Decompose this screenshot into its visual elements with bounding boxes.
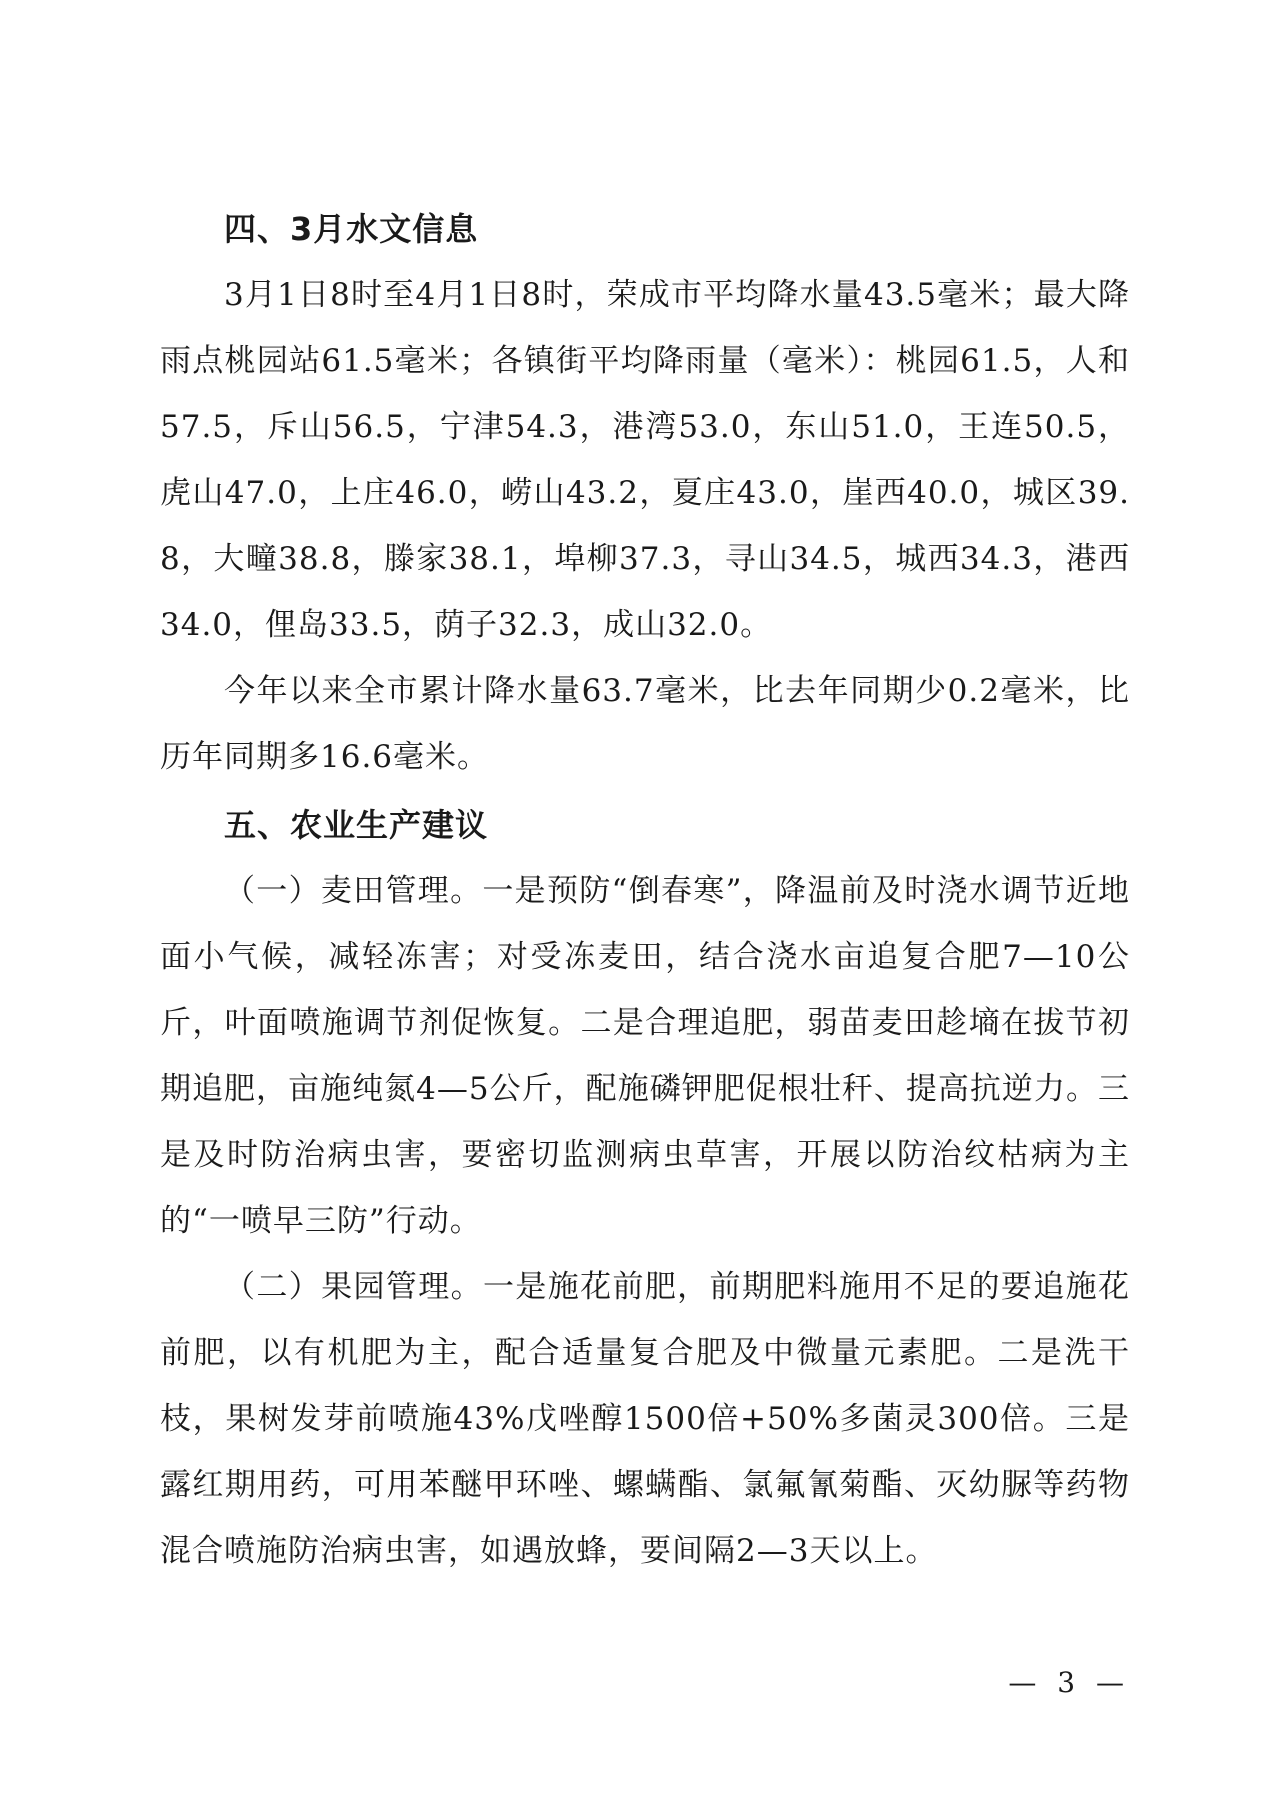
page-number: — 3 —: [1008, 1666, 1130, 1699]
section-heading-hydrology: 四、3月水文信息: [224, 210, 479, 248]
paragraph-rainfall-stats: 3月1日8时至4月1日8时，荣成市平均降水量43.5毫米；最大降雨点桃园站61.5毫米；各镇街平均降雨量（毫米）：桃园61.5，人和57.5，斥山56.5，宁津54.3，港湾53.0，东山51.0，王连50.5，虎山47.0，上庄46.0，崂山43.2，夏庄43.0，崖西40.0，城区39.8，大疃38.8，滕家38.1，埠柳37.3，寻山34.5，城西34.3，港西34.0，俚岛33.5，荫子32.3，成山32.0。: [160, 277, 1130, 643]
paragraph-cumulative-rainfall: 今年以来全市累计降水量63.7毫米，比去年同期少0.2毫米，比历年同期多16.6毫米。: [160, 673, 1130, 775]
paragraph-orchard-management: （二）果园管理。一是施花前肥，前期肥料施用不足的要追施花前肥，以有机肥为主，配合适量复合肥及中微量元素肥。二是洗干枝，果树发芽前喷施43%戊唑醇1500倍+50%多菌灵300倍。三是露红期用药，可用苯醚甲环唑、螺螨酯、氯氟氰菊酯、灭幼脲等药物混合喷施防治病虫害，如遇放蜂，要间隔2—3天以上。: [160, 1269, 1130, 1569]
document-body: [160, 196, 1130, 1584]
paragraph-wheat-management: （一）麦田管理。一是预防“倒春寒”，降温前及时浇水调节近地面小气候，减轻冻害；对受冻麦田，结合浇水亩追复合肥7—10公斤，叶面喷施调节剂促恢复。二是合理追肥，弱苗麦田趁墒在拔节初期追肥，亩施纯氮4—5公斤，配施磷钾肥促根壮秆、提高抗逆力。三是及时防治病虫害，要密切监测病虫草害，开展以防治纹枯病为主的“一喷早三防”行动。: [160, 873, 1130, 1239]
section-heading-agriculture: 五、农业生产建议: [224, 806, 489, 844]
